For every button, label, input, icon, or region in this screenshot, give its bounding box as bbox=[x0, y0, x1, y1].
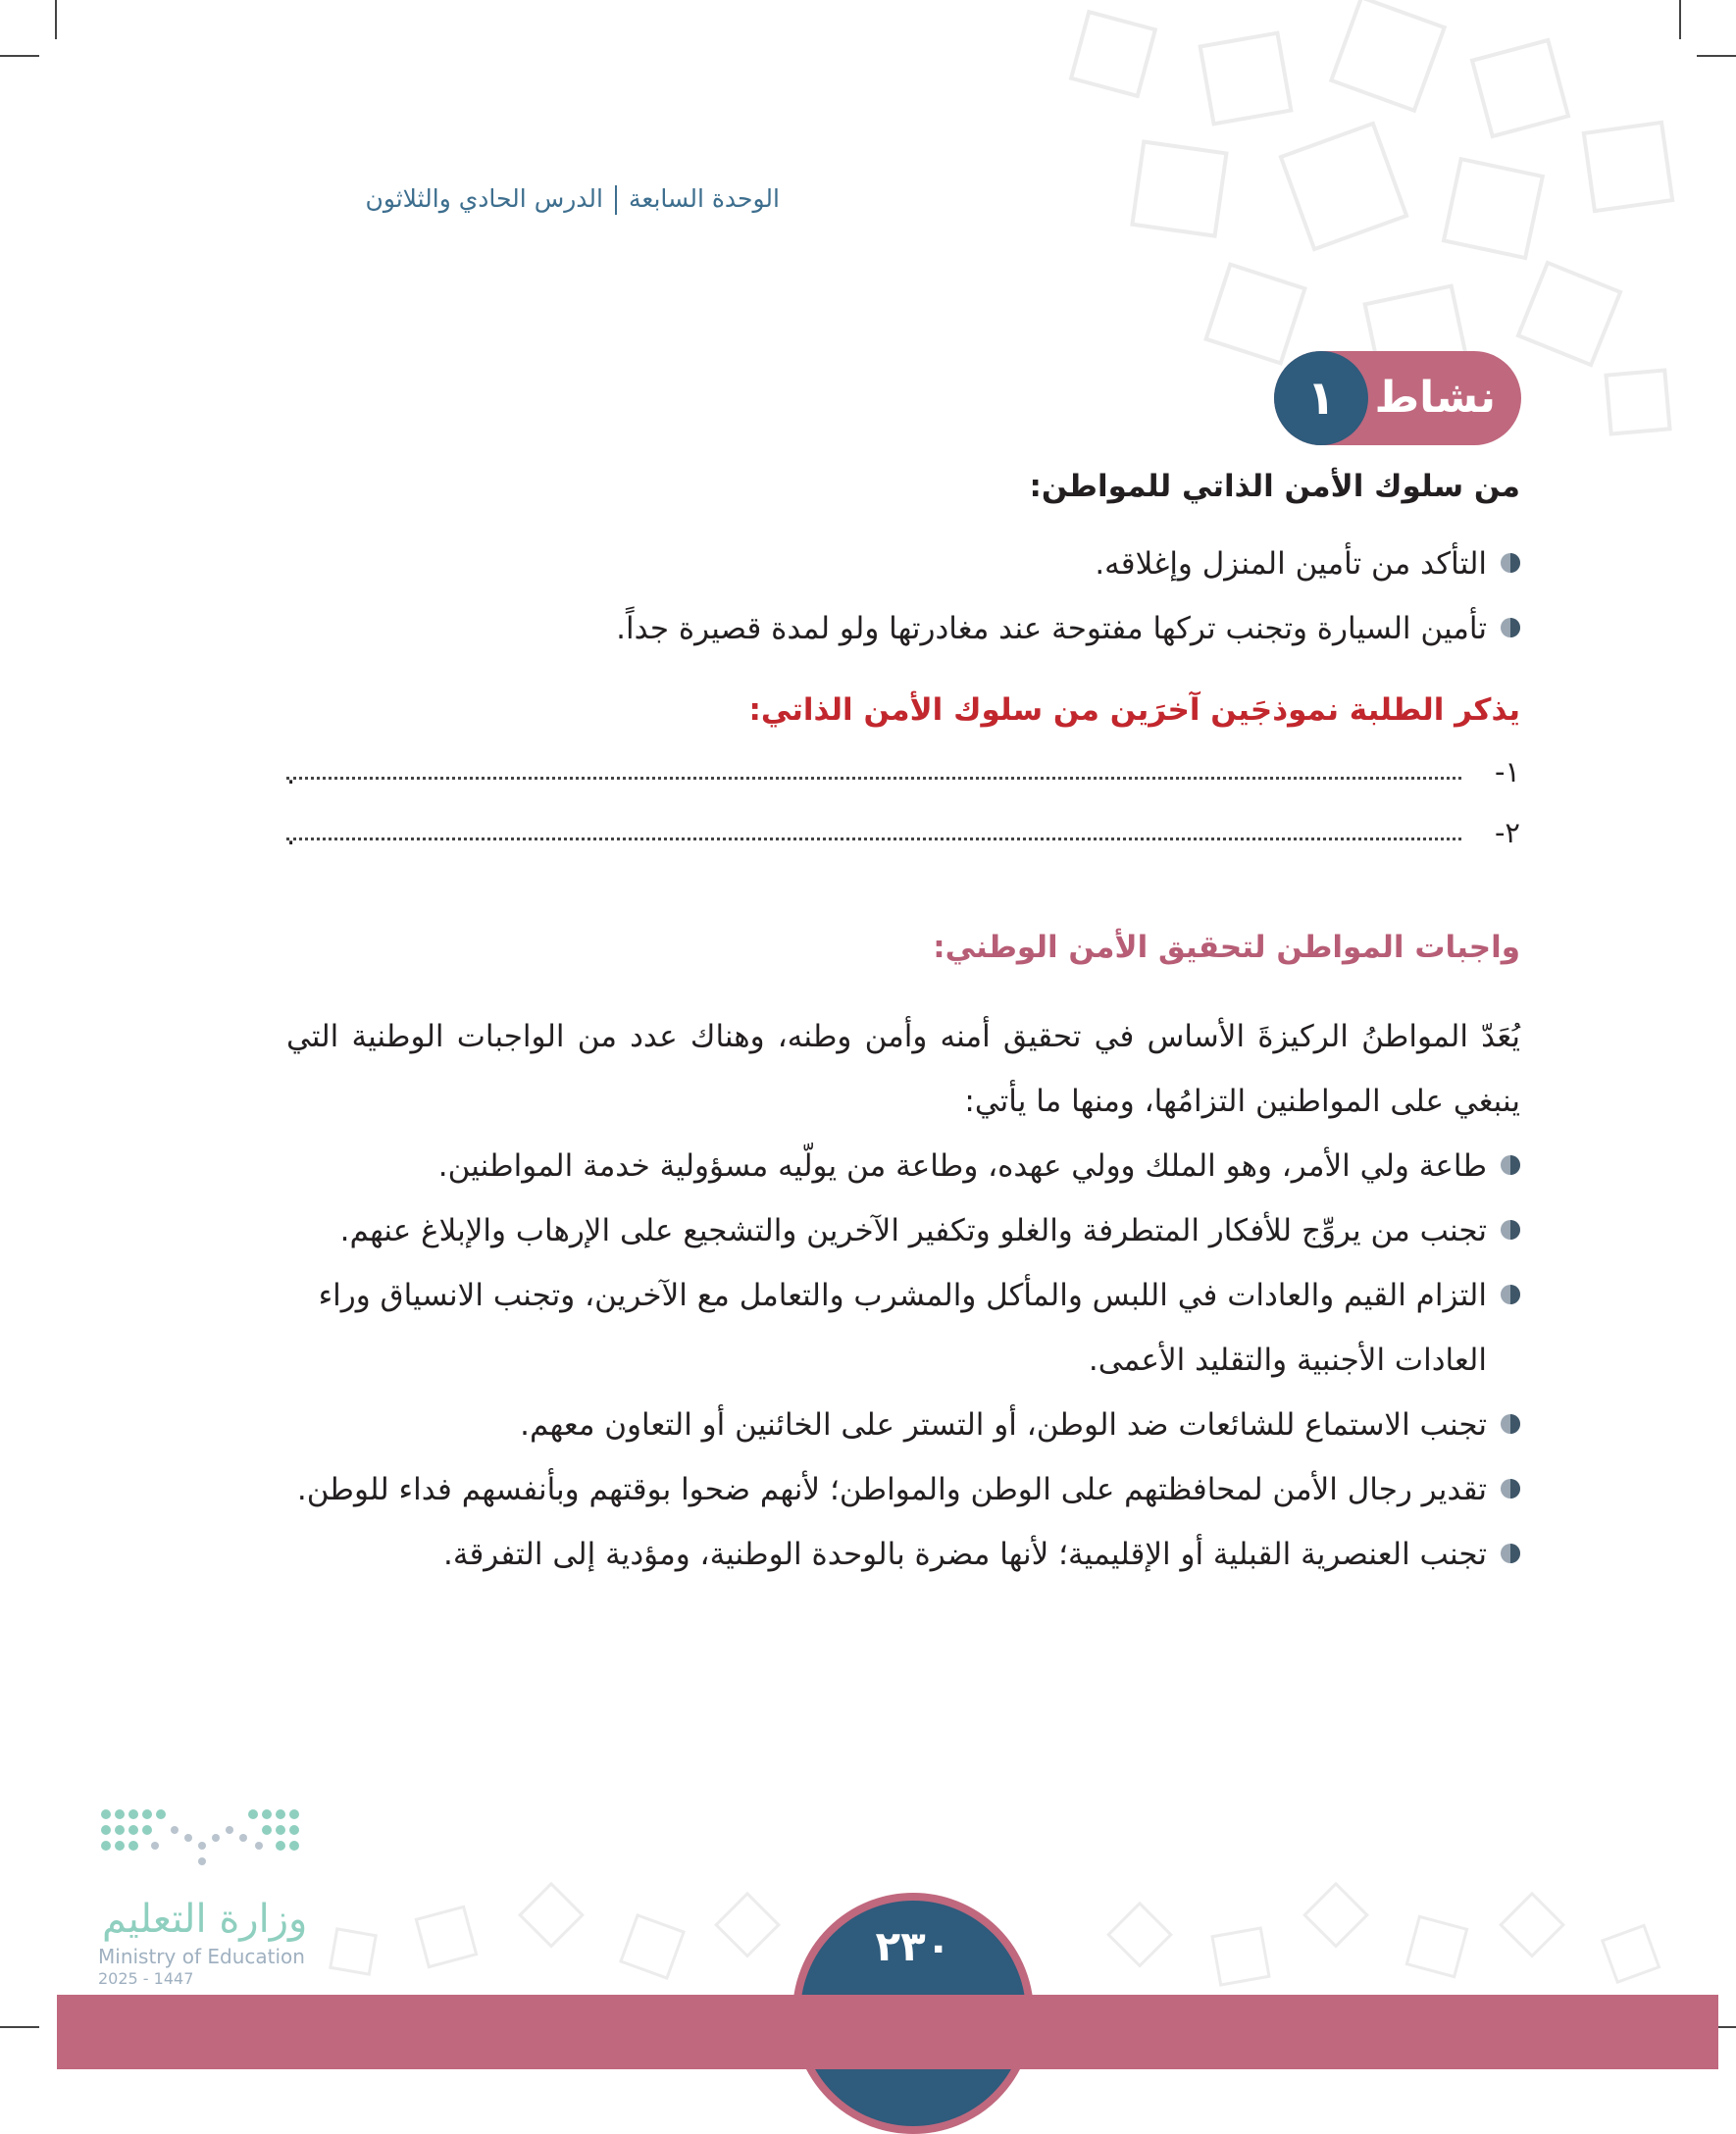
ministry-name-ar: وزارة التعليم bbox=[102, 1897, 308, 1942]
page-number: ٢٣٠ bbox=[875, 1922, 951, 1970]
list-item-text: تجنب العنصرية القبلية أو الإقليمية؛ لأنها مضرة بالوحدة الوطنية، ومؤدية إلى التفرقة. bbox=[442, 1537, 1487, 1572]
list-item-text: تجنب الاستماع للشائعات ضد الوطن، أو التستر على الخائنين أو التعاون معهم. bbox=[520, 1407, 1487, 1443]
running-header bbox=[365, 184, 780, 215]
crop-mark bbox=[55, 0, 57, 39]
section-heading: واجبات المواطن لتحقيق الأمن الوطني: bbox=[933, 930, 1520, 965]
task-heading: يذكر الطلبة نموذجَين آخرَين من سلوك الأمن الذاتي: bbox=[748, 692, 1520, 728]
self-security-list bbox=[286, 532, 1520, 661]
bullet-icon bbox=[1501, 553, 1520, 573]
list-item-text: تقدير رجال الأمن لمحافظتهم على الوطن والمواطن؛ لأنهم ضحوا بوقتهم وبأنفسهم فداء للوطن. bbox=[296, 1472, 1487, 1507]
list-item-text: طاعة ولي الأمر، وهو الملك وولي عهده، وطاعة من يولّيه مسؤولية خدمة المواطنين. bbox=[437, 1148, 1487, 1184]
ministry-name-en: Ministry of Education bbox=[98, 1945, 305, 1968]
crop-mark bbox=[0, 2026, 39, 2028]
bullet-icon bbox=[1501, 1414, 1520, 1434]
self-security-section bbox=[286, 469, 1520, 504]
list-item-text: تجنب من يروِّج للأفكار المتطرفة والغلو وتكفير الآخرين والتشجيع على الإرهاب والإبلاغ عنهم. bbox=[339, 1213, 1487, 1248]
ministry-logo-icon bbox=[96, 1804, 312, 1893]
answer-number: ١- bbox=[1494, 755, 1520, 788]
bullet-icon bbox=[1501, 1479, 1520, 1499]
header-divider bbox=[615, 185, 617, 215]
task-section bbox=[286, 692, 1520, 728]
ministry-year: 2025 - 1447 bbox=[98, 1969, 194, 1988]
activity-badge bbox=[1274, 351, 1521, 445]
dotted-line bbox=[286, 838, 1461, 840]
line-end: . bbox=[286, 757, 296, 790]
answer-number: ٢- bbox=[1494, 816, 1520, 849]
list-item bbox=[286, 1263, 1520, 1393]
crop-mark bbox=[0, 55, 39, 57]
list-item-text: التأكد من تأمين المنزل وإغلاقه. bbox=[1095, 546, 1487, 582]
footer-band bbox=[57, 1995, 1718, 2069]
list-item bbox=[286, 1457, 1520, 1522]
lesson-title: الدرس الحادي والثلاثون bbox=[365, 184, 603, 213]
list-item-text: تأمين السيارة وتجنب تركها مفتوحة عند مغادرتها ولو لمدة قصيرة جداً. bbox=[616, 611, 1487, 646]
list-item bbox=[286, 1134, 1520, 1198]
bullet-icon bbox=[1501, 1544, 1520, 1563]
bullet-icon bbox=[1501, 1155, 1520, 1175]
bullet-icon bbox=[1501, 1220, 1520, 1240]
activity-number: ١ bbox=[1274, 351, 1368, 445]
list-item bbox=[286, 1393, 1520, 1457]
citizen-duties-body bbox=[286, 1004, 1520, 1587]
activity-label: نشاط bbox=[1374, 373, 1496, 423]
list-item-text: التزام القيم والعادات في اللبس والمأكل والمشرب والتعامل مع الآخرين، وتجنب الانسياق وراء العادات الأجنبية والتقليد الأعمى. bbox=[318, 1278, 1487, 1378]
citizen-duties-section bbox=[286, 930, 1520, 965]
bullet-icon bbox=[1501, 618, 1520, 637]
answer-line-2[interactable] bbox=[286, 816, 1520, 855]
bullet-icon bbox=[1501, 1285, 1520, 1304]
line-end: . bbox=[286, 818, 296, 851]
list-item bbox=[286, 1198, 1520, 1263]
list-item bbox=[286, 1522, 1520, 1587]
list-item bbox=[286, 532, 1520, 596]
section-heading: من سلوك الأمن الذاتي للمواطن: bbox=[1029, 469, 1520, 504]
unit-title: الوحدة السابعة bbox=[628, 184, 780, 213]
dotted-line bbox=[286, 777, 1461, 780]
answer-line-1[interactable] bbox=[286, 755, 1520, 794]
list-item bbox=[286, 596, 1520, 661]
intro-paragraph: يُعَدّ المواطنُ الركيزةَ الأساس في تحقيق أمنه وأمن وطنه، وهناك عدد من الواجبات الوطنية التي ينبغي على المواطنين التزامُها، ومنها ما يأتي: bbox=[286, 1019, 1520, 1119]
